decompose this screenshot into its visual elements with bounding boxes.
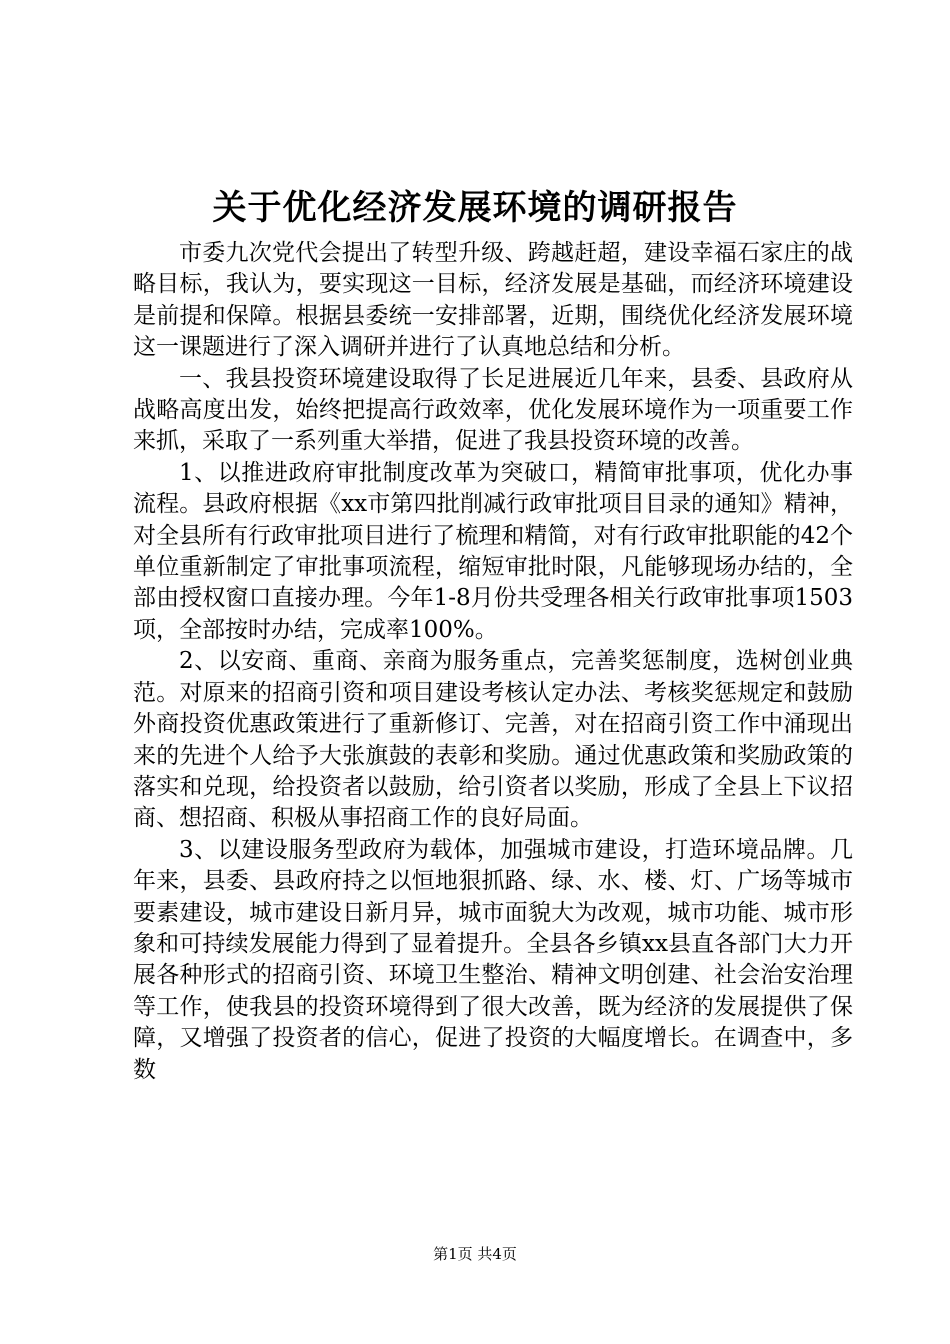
paragraph-intro: 市委九次党代会提出了转型升级、跨越赶超，建设幸福石家庄的战略目标，我认为，要实现这一目标，经济发展是基础，而经济环境建设是前提和保障。根据县委统一安排部署，近期，围绕优化经济发展环境这一课题进行了深入调研并进行了认真地总结和分析。 xyxy=(133,240,853,361)
page-number: 第1页 共4页 xyxy=(433,1245,517,1263)
document-body xyxy=(133,238,853,1086)
paragraph-item-1: 1、以推进政府审批制度改革为突破口，精简审批事项，优化办事流程。县政府根据《xx市第四批削减行政审批项目目录的通知》精神，对全县所有行政审批项目进行了梳理和精简，对有行政审批职能的42个单位重新制定了审批事项流程，缩短审批时限，凡能够现场办结的，全部由授权窗口直接办理。今年1-8月份共受理各相关行政审批事项1503项，全部按时办结，完成率100%。 xyxy=(133,459,853,643)
paragraph-section-1: 一、我县投资环境建设取得了长足进展近几年来，县委、县政府从战略高度出发，始终把提高行政效率，优化发展环境作为一项重要工作来抓，采取了一系列重大举措，促进了我县投资环境的改善。 xyxy=(133,365,853,455)
paragraph-item-3: 3、以建设服务型政府为载体，加强城市建设，打造环境品牌。几年来，县委、县政府持之以恒地狠抓路、绿、水、楼、灯、广场等城市要素建设，城市建设日新月异，城市面貌大为改观，城市功能、城市形象和可持续发展能力得到了显着提升。全县各乡镇xx县直各部门大力开展各种形式的招商引资、环境卫生整治、精神文明创建、社会治安治理等工作，使我县的投资环境得到了很大改善，既为经济的发展提供了保障，又增强了投资者的信心，促进了投资的大幅度增长。在调查中，多数 xyxy=(133,836,853,1083)
document-title: 关于优化经济发展环境的调研报告 xyxy=(212,188,738,228)
paragraph-item-2: 2、以安商、重商、亲商为服务重点，完善奖惩制度，选树创业典范。对原来的招商引资和项目建设考核认定办法、考核奖惩规定和鼓励外商投资优惠政策进行了重新修订、完善，对在招商引资工作中涌现出来的先进个人给予大张旗鼓的表彰和奖励。通过优惠政策和奖励政策的落实和兑现，给投资者以鼓励，给引资者以奖励，形成了全县上下议招商、想招商、积极从事招商工作的良好局面。 xyxy=(133,648,853,832)
